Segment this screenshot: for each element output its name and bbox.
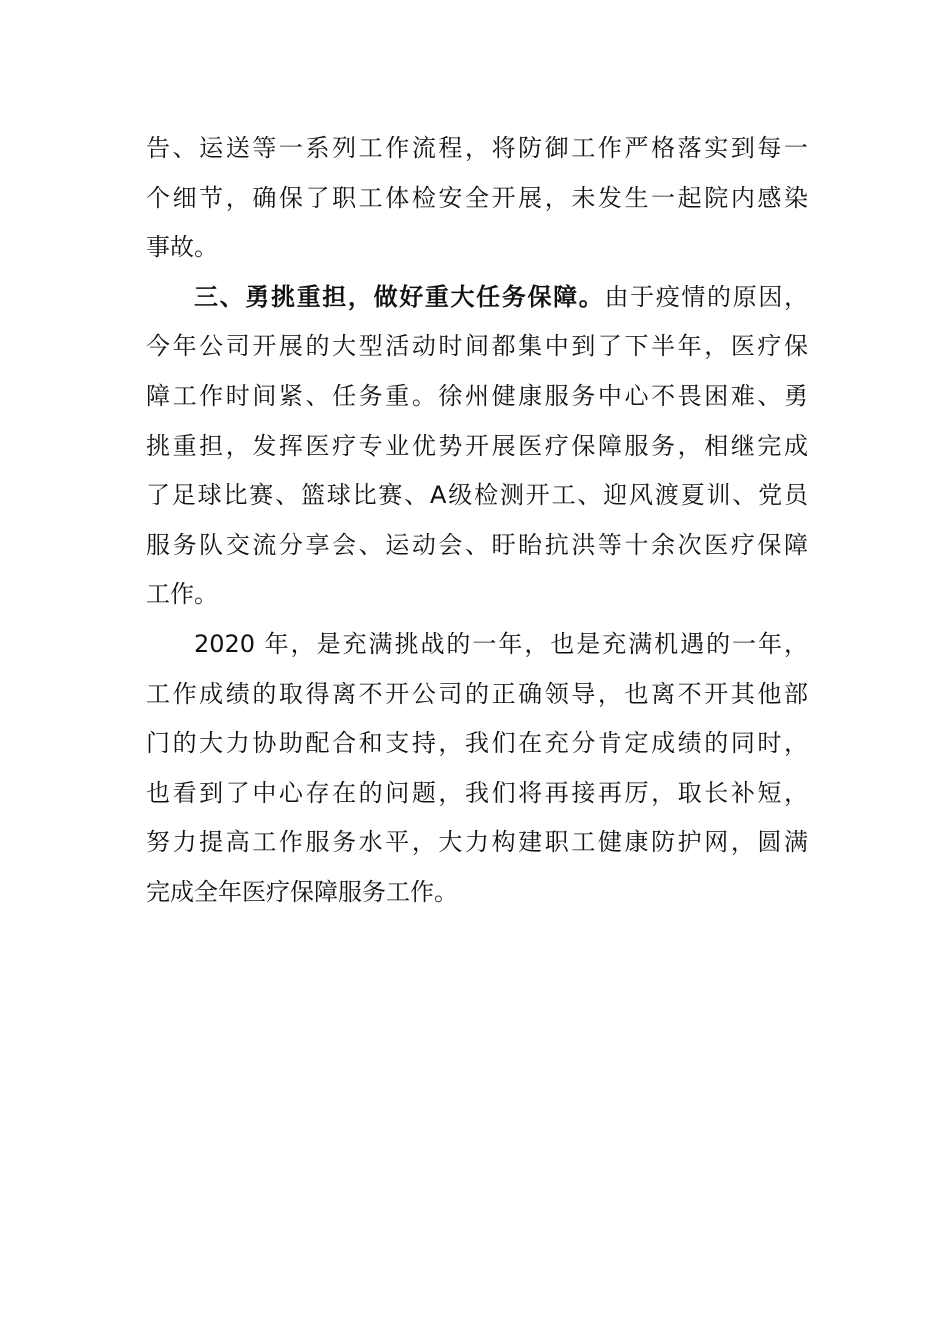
text-line: 了足球比赛、篮球比赛、A级检测开工、迎风渡夏训、党员 [146, 481, 808, 510]
paragraph-1 [146, 124, 808, 273]
text-line: 服务队交流分享会、运动会、盱眙抗洪等十余次医疗保障 [146, 530, 808, 559]
heading-line-rest: 由于疫情的原因， [604, 282, 809, 311]
paragraph-2 [146, 273, 808, 620]
text-line: 工作。 [146, 580, 218, 609]
document-page [146, 124, 808, 918]
text-line: 挑重担，发挥医疗专业优势开展医疗保障服务，相继完成 [146, 431, 808, 460]
text-line: 个细节，确保了职工体检安全开展，未发生一起院内感染 [146, 183, 808, 212]
section-heading: 三、勇挑重担，做好重大任务保障。 [194, 282, 605, 311]
paragraph-3 [146, 620, 808, 918]
text-line: 努力提高工作服务水平，大力构建职工健康防护网，圆满 [146, 828, 808, 857]
text-line [146, 273, 808, 323]
text-line: 工作成绩的取得离不开公司的正确领导，也离不开其他部 [146, 679, 808, 708]
text-line: 也看到了中心存在的问题，我们将再接再厉，取长补短， [146, 778, 808, 807]
text-line: 门的大力协助配合和支持，我们在充分肯定成绩的同时， [146, 729, 808, 758]
text-line: 事故。 [146, 233, 218, 262]
text-line: 障工作时间紧、任务重。徐州健康服务中心不畏困难、勇 [146, 381, 808, 410]
text-line: 2020 年，是充满挑战的一年，也是充满机遇的一年， [194, 629, 808, 658]
text-line: 今年公司开展的大型活动时间都集中到了下半年，医疗保 [146, 332, 808, 361]
text-line: 完成全年医疗保障服务工作。 [146, 877, 458, 906]
text-line: 告、运送等一系列工作流程，将防御工作严格落实到每一 [146, 134, 808, 162]
